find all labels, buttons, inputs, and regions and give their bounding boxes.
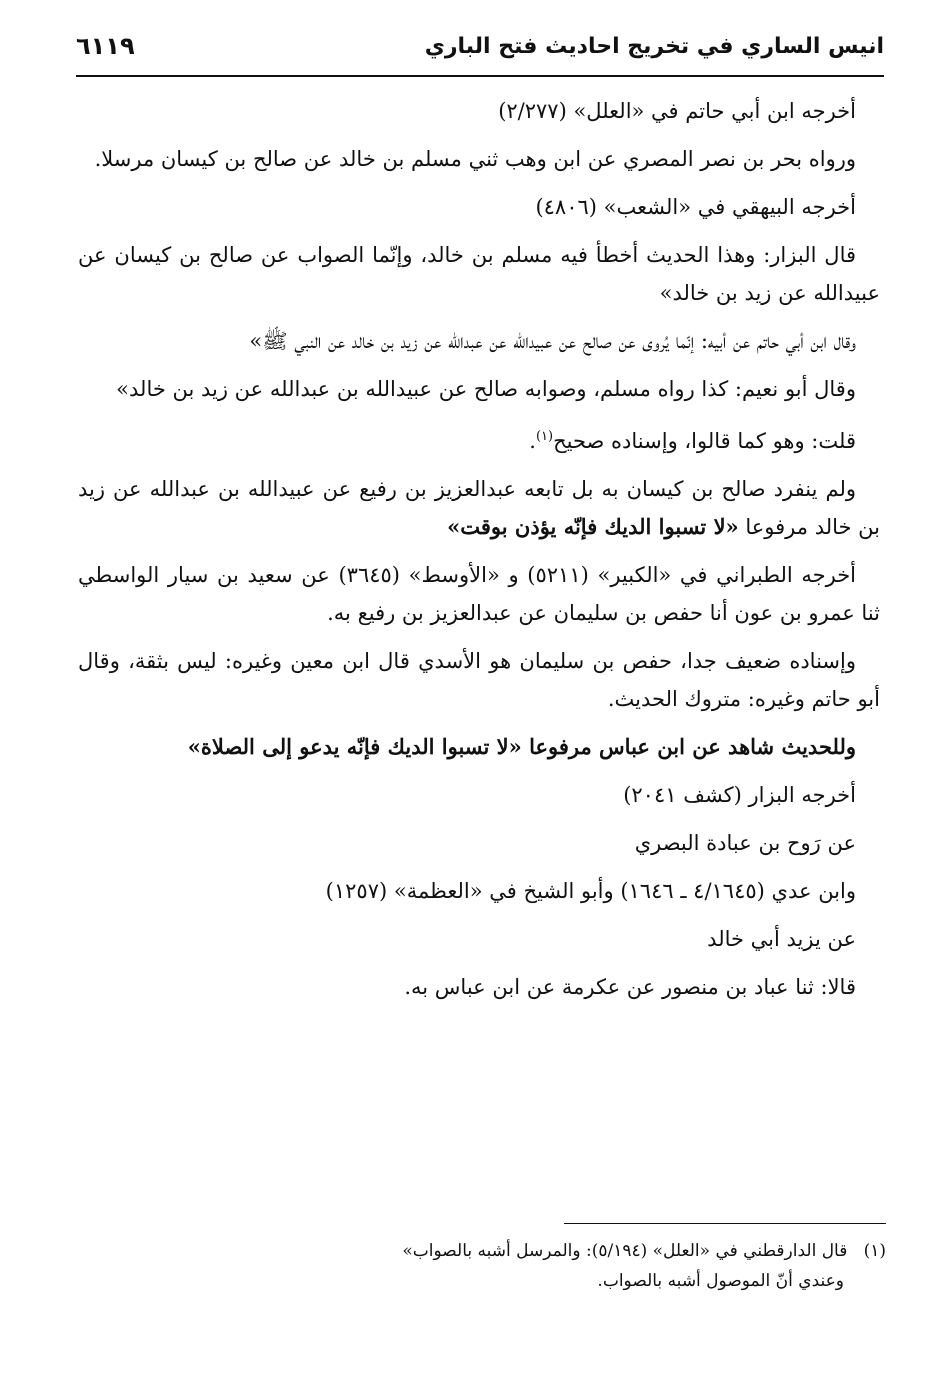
- paragraph: [78, 470, 880, 546]
- main-text: [78, 92, 880, 1016]
- header-divider: [76, 75, 884, 77]
- page-header: [76, 30, 884, 72]
- paragraph: وقال أبو نعيم: كذا رواه مسلم، وصوابه صالح عن عبيدالله بن عبدالله عن زيد بن خالد»: [116, 377, 856, 401]
- shahid-heading: وللحديث شاهد عن ابن عباس مرفوعا «لا تسبوا الديك فإنّه يدعو إلى الصلاة»: [187, 734, 856, 759]
- footnote-divider: [564, 1223, 886, 1224]
- paragraph: أخرجه البيهقي في «الشعب» (٤٨٠٦): [535, 195, 856, 219]
- footnote-number: (١): [863, 1241, 886, 1261]
- paragraph: أخرجه البزار (كشف ٢٠٤١): [623, 783, 856, 807]
- paragraph: وإسناده ضعيف جدا، حفص بن سليمان هو الأسدي قال ابن معين وغيره: ليس بثقة، وقال أبو حاتم وغيره: متروك الحديث.: [78, 649, 880, 711]
- qult-paragraph: [78, 418, 880, 460]
- paragraph: قالا: ثنا عباد بن منصور عن عكرمة عن ابن عباس به.: [404, 975, 856, 999]
- paragraph-text: ولم ينفرد صالح بن كيسان به بل تابعه عبدالعزيز بن رفيع عن عبيدالله بن عبدالله عن زيد بن خالد مرفوعا: [78, 477, 880, 539]
- footnote-item: [300, 1236, 886, 1266]
- footnote-continuation: وعندي أنّ الموصول أشبه بالصواب.: [597, 1271, 844, 1291]
- paragraph: وقال ابن أبي حاتم عن أبيه: إنّما يُروى عن صالح عن عبيدالله عن عبدالله عن زيد بن خالد عن النبي ﷺ»: [249, 329, 856, 353]
- paragraph: وابن عدي (٤/١٦٤٥ ـ ١٦٤٦) وأبو الشيخ في «العظمة» (١٢٥٧): [325, 879, 856, 903]
- page-number: ٦١١٩: [76, 32, 135, 60]
- footnote-reference[interactable]: (١): [535, 429, 554, 444]
- paragraph: عن رَوح بن عبادة البصري: [634, 831, 856, 855]
- paragraph: عن يزيد أبي خالد: [707, 927, 856, 951]
- paragraph: قال البزار: وهذا الحديث أخطأ فيه مسلم بن خالد، وإنّما الصواب عن صالح بن كيسان عن عبيدالله عن زيد بن خالد»: [78, 243, 880, 305]
- book-title: انيس الساري في تخريج احاديث فتح الباري: [424, 34, 884, 59]
- paragraph: أخرجه ابن أبي حاتم في «العلل» (٢/٢٧٧): [498, 99, 856, 123]
- hadith-quote: «لا تسبوا الديك فإنّه يؤذن بوقت»: [447, 514, 739, 539]
- qult-text: قلت: وهو كما قالوا، وإسناده صحيح: [553, 429, 856, 453]
- qult-end: .: [529, 429, 536, 453]
- paragraph: ورواه بحر بن نصر المصري عن ابن وهب ثني مسلم بن خالد عن صالح بن كيسان مرسلا.: [94, 147, 856, 171]
- paragraph: أخرجه الطبراني في «الكبير» (٥٢١١) و «الأوسط» (٣٦٤٥) عن سعيد بن سيار الواسطي ثنا عمرو بن عون أنا حفص بن سليمان عن عبدالعزيز بن رفيع به.: [78, 563, 880, 625]
- footnotes: [300, 1236, 886, 1296]
- footnote-text: قال الدارقطني في «العلل» (٥/١٩٤): والمرسل أشبه بالصواب»: [402, 1241, 848, 1261]
